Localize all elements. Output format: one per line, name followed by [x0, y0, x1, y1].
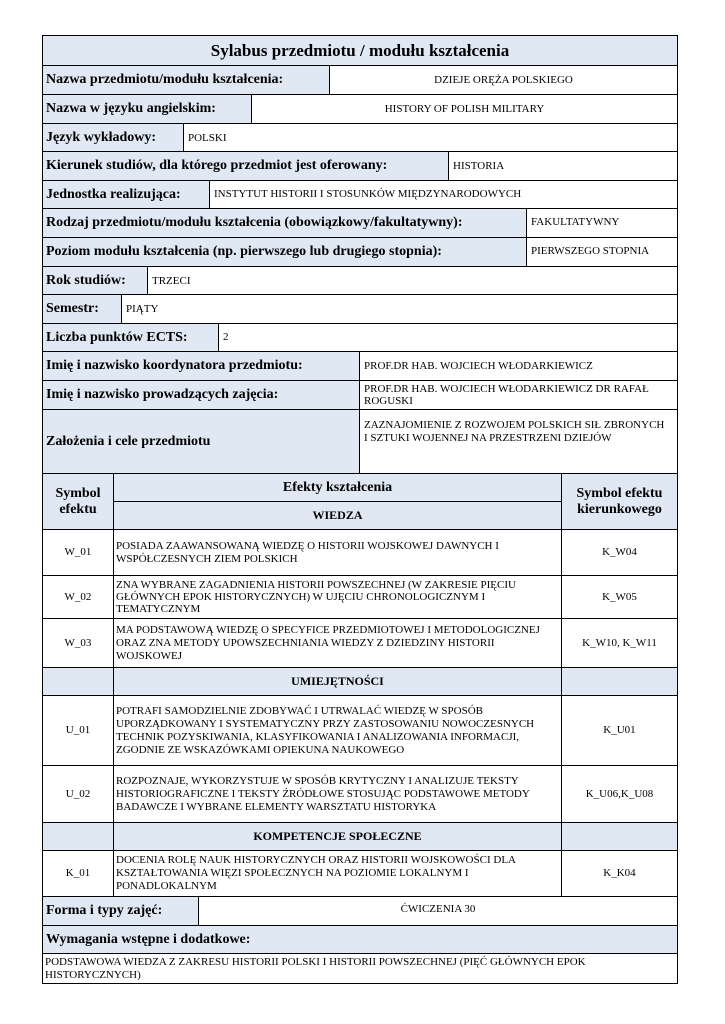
- english-name-value: HISTORY OF POLISH MILITARY: [251, 94, 678, 124]
- course-type-value: FAKULTATYWNY: [526, 208, 678, 238]
- outcome-description: ZNA WYBRANE ZAGADNIENIA HISTORII POWSZECHNEJ (W ZAKRESIE PIĘCIU GŁÓWNYCH EPOK HISTORYCZNYCH) W UJĘCIU CHRONOLOGICZNYM I TEMATYCZNYM: [113, 575, 562, 619]
- skills-symbol-blank: [42, 667, 114, 696]
- outcome-symbol: W_02: [42, 575, 114, 619]
- outcome-direction-symbol: K_U01: [561, 695, 678, 766]
- skills-section-header: UMIEJĘTNOŚCI: [113, 667, 562, 696]
- unit-value: INSTYTUT HISTORII I STOSUNKÓW MIĘDZYNARODOWYCH: [209, 180, 678, 209]
- unit-label: Jednostka realizująca:: [42, 180, 210, 209]
- symbol-header: Symbol efektu: [42, 473, 114, 530]
- outcome-direction-symbol: K_W05: [561, 575, 678, 619]
- outcome-symbol: K_01: [42, 850, 114, 897]
- coordinator-label: Imię i nazwisko koordynatora przedmiotu:: [42, 351, 360, 381]
- requirements-value: PODSTAWOWA WIEDZA Z ZAKRESU HISTORII POLSKI I HISTORII POWSZECHNEJ (PIĘĆ GŁÓWNYCH EPOK HISTORYCZNYCH): [42, 953, 678, 984]
- language-label: Język wykładowy:: [42, 123, 184, 152]
- direction-symbol-header: Symbol efektu kierunkowego: [561, 473, 678, 530]
- goals-label: Założenia i cele przedmiotu: [42, 409, 360, 474]
- outcome-symbol: U_02: [42, 765, 114, 823]
- knowledge-section-header: WIEDZA: [113, 501, 562, 530]
- ects-value: 2: [218, 323, 678, 352]
- goals-value: ZAZNAJOMIENIE Z ROZWOJEM POLSKICH SIŁ ZBRONYCH I SZTUKI WOJENNEJ NA PRZESTRZENI DZIEJÓW: [359, 409, 678, 474]
- semester-label: Semestr:: [42, 294, 122, 324]
- outcome-direction-symbol: K_W04: [561, 529, 678, 576]
- outcome-description: POTRAFI SAMODZIELNIE ZDOBYWAĆ I UTRWALAĆ WIEDZĘ W SPOSÓB UPORZĄDKOWANY I SYSTEMATYCZNY PRZY ZASTOSOWANIU NOWOCZESNYCH TECHNIK POZYSKIWANIA, KLASYFIKOWANIA I ANALIZOWANIA INFORMACJI, ZGODNIE ZE WSKAZÓWKAMI OPIEKUNA NAUKOWEGO: [113, 695, 562, 766]
- social-direction-blank: [561, 822, 678, 851]
- outcome-description: DOCENIA ROLĘ NAUK HISTORYCZNYCH ORAZ HISTORII WOJSKOWOŚCI DLA KSZTAŁTOWANIA WIĘZI SPOŁECZNYCH NA POZIOMIE LOKALNYM I PONADLOKALNYM: [113, 850, 562, 897]
- outcome-symbol: U_01: [42, 695, 114, 766]
- page-title: Sylabus przedmiotu / modułu kształcenia: [42, 35, 678, 66]
- course-name-label: Nazwa przedmiotu/modułu kształcenia:: [42, 65, 330, 95]
- field-of-study-value: HISTORIA: [448, 151, 678, 181]
- requirements-label: Wymagania wstępne i dodatkowe:: [42, 925, 678, 954]
- effects-header: Efekty kształcenia: [113, 473, 562, 502]
- outcome-description: POSIADA ZAAWANSOWANĄ WIEDZĘ O HISTORII WOJSKOWEJ DAWNYCH I WSPÓŁCZESNYCH ZIEM POLSKICH: [113, 529, 562, 576]
- semester-value: PIĄTY: [121, 294, 678, 324]
- course-name-value: DZIEJE ORĘŻA POLSKIEGO: [329, 65, 678, 95]
- outcome-symbol: W_03: [42, 618, 114, 668]
- outcome-symbol: W_01: [42, 529, 114, 576]
- instructors-value: PROF.DR HAB. WOJCIECH WŁODARKIEWICZ DR RAFAŁ ROGUSKI: [359, 380, 678, 410]
- year-label: Rok studiów:: [42, 266, 148, 295]
- level-value: PIERWSZEGO STOPNIA: [526, 237, 678, 267]
- social-symbol-blank: [42, 822, 114, 851]
- course-type-label: Rodzaj przedmiotu/modułu kształcenia (obowiązkowy/fakultatywny):: [42, 208, 527, 238]
- outcome-direction-symbol: K_W10, K_W11: [561, 618, 678, 668]
- skills-direction-blank: [561, 667, 678, 696]
- language-value: POLSKI: [183, 123, 678, 152]
- level-label: Poziom modułu kształcenia (np. pierwszego lub drugiego stopnia):: [42, 237, 527, 267]
- year-value: TRZECI: [147, 266, 678, 295]
- outcome-direction-symbol: K_K04: [561, 850, 678, 897]
- coordinator-value: PROF.DR HAB. WOJCIECH WŁODARKIEWICZ: [359, 351, 678, 381]
- instructors-label: Imię i nazwisko prowadzących zajęcia:: [42, 380, 360, 410]
- field-of-study-label: Kierunek studiów, dla którego przedmiot jest oferowany:: [42, 151, 449, 181]
- social-section-header: KOMPETENCJE SPOŁECZNE: [113, 822, 562, 851]
- outcome-direction-symbol: K_U06,K_U08: [561, 765, 678, 823]
- outcome-description: ROZPOZNAJE, WYKORZYSTUJE W SPOSÓB KRYTYCZNY I ANALIZUJE TEKSTY HISTORIOGRAFICZNE I TEKSTY ŹRÓDŁOWE STOSUJĄC PODSTAWOWE METODY BADAWCZE I WYBRANE ELEMENTY WARSZTATU HISTORYKA: [113, 765, 562, 823]
- outcome-description: MA PODSTAWOWĄ WIEDZĘ O SPECYFICE PRZEDMIOTOWEJ I METODOLOGICZNEJ ORAZ ZNA METODY UPOWSZECHNIANIA WIEDZY Z DZIEDZINY HISTORII WOJSKOWEJ: [113, 618, 562, 668]
- ects-label: Liczba punktów ECTS:: [42, 323, 219, 352]
- english-name-label: Nazwa w języku angielskim:: [42, 94, 252, 124]
- classes-label: Forma i typy zajęć:: [42, 896, 199, 926]
- classes-value: ĆWICZENIA 30: [198, 896, 678, 926]
